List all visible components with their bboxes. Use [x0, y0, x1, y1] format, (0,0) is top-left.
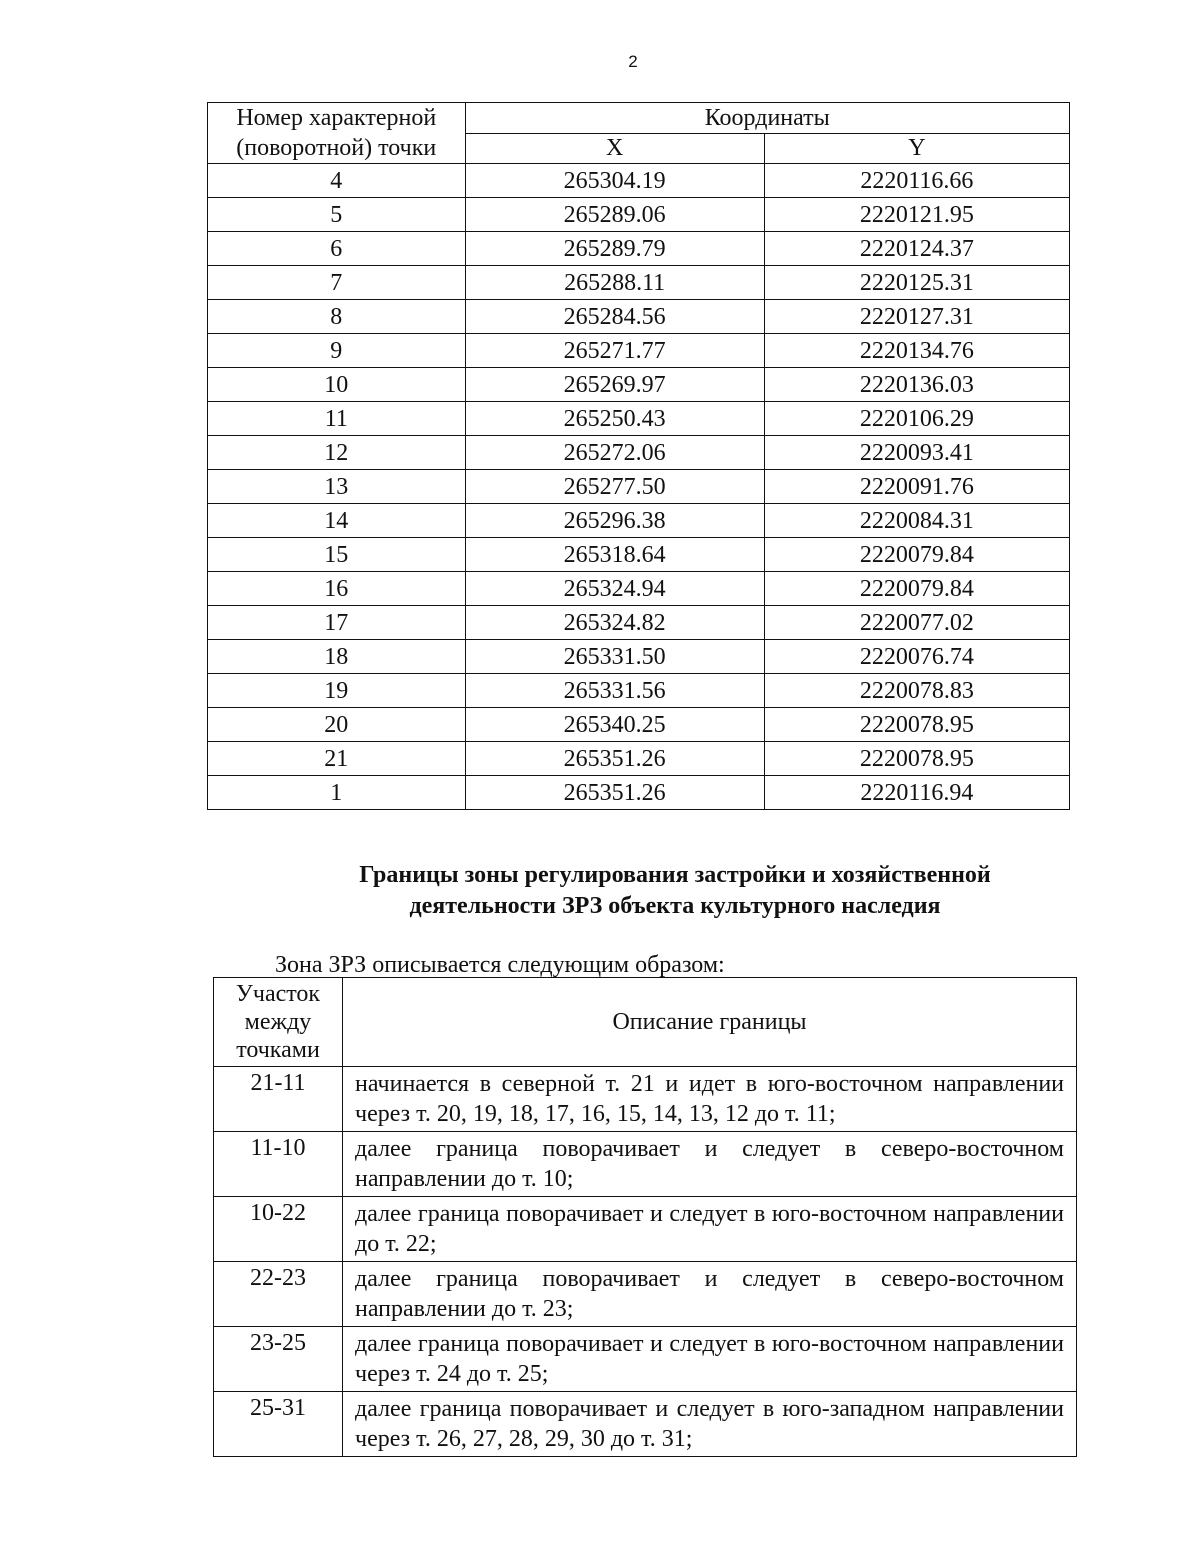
table-row	[208, 368, 1070, 402]
point-number-cell: 14	[208, 504, 466, 538]
y-coordinate-cell: 2220078.95	[764, 742, 1069, 776]
y-coordinate-cell: 2220125.31	[764, 266, 1069, 300]
table-row	[208, 232, 1070, 266]
y-coordinate-cell: 2220077.02	[764, 606, 1069, 640]
table-row	[208, 266, 1070, 300]
point-number-cell: 9	[208, 334, 466, 368]
point-number-cell: 6	[208, 232, 466, 266]
x-coordinate-cell: 265296.38	[465, 504, 764, 538]
x-coordinate-cell: 265324.82	[465, 606, 764, 640]
table-row	[208, 198, 1070, 232]
table-row	[208, 606, 1070, 640]
x-coordinate-cell: 265331.50	[465, 640, 764, 674]
description-header: Описание границы	[343, 978, 1077, 1067]
coordinates-table-body	[208, 164, 1070, 810]
table-row	[208, 538, 1070, 572]
point-number-cell: 21	[208, 742, 466, 776]
table-row	[208, 504, 1070, 538]
y-coordinate-cell: 2220084.31	[764, 504, 1069, 538]
point-number-cell: 20	[208, 708, 466, 742]
y-coordinate-cell: 2220079.84	[764, 538, 1069, 572]
x-coordinate-cell: 265277.50	[465, 470, 764, 504]
description-cell: далее граница поворачивает и следует в юго-западном направлении через т. 26, 27, 28, 29, 30 до т. 31;	[343, 1392, 1077, 1457]
x-coordinate-cell: 265289.06	[465, 198, 764, 232]
y-coordinate-cell: 2220134.76	[764, 334, 1069, 368]
point-number-cell: 10	[208, 368, 466, 402]
table-row	[208, 640, 1070, 674]
x-coordinate-cell: 265271.77	[465, 334, 764, 368]
point-number-cell: 8	[208, 300, 466, 334]
y-coordinate-cell: 2220116.66	[764, 164, 1069, 198]
y-coordinate-cell: 2220127.31	[764, 300, 1069, 334]
y-coordinate-cell: 2220121.95	[764, 198, 1069, 232]
description-cell: начинается в северной т. 21 и идет в юго-восточном направлении через т. 20, 19, 18, 17, 16, 15, 14, 13, 12 до т. 11;	[343, 1067, 1077, 1132]
table-row	[214, 1132, 1077, 1197]
zone-table-body	[214, 1067, 1077, 1457]
segment-cell: 25-31	[214, 1392, 343, 1457]
point-number-cell: 11	[208, 402, 466, 436]
y-header: Y	[764, 133, 1069, 164]
y-coordinate-cell: 2220106.29	[764, 402, 1069, 436]
table-row	[208, 402, 1070, 436]
x-coordinate-cell: 265351.26	[465, 742, 764, 776]
x-coordinate-cell: 265324.94	[465, 572, 764, 606]
table-row	[214, 1262, 1077, 1327]
point-number-cell: 7	[208, 266, 466, 300]
y-coordinate-cell: 2220078.83	[764, 674, 1069, 708]
x-coordinate-cell: 265351.26	[465, 776, 764, 810]
x-coordinate-cell: 265304.19	[465, 164, 764, 198]
point-number-cell: 19	[208, 674, 466, 708]
section-heading-line-2: деятельности ЗРЗ объекта культурного наследия	[409, 893, 941, 919]
y-coordinate-cell: 2220078.95	[764, 708, 1069, 742]
table-row	[208, 742, 1070, 776]
x-coordinate-cell: 265318.64	[465, 538, 764, 572]
x-coordinate-cell: 265331.56	[465, 674, 764, 708]
table-row	[208, 334, 1070, 368]
segment-cell: 11-10	[214, 1132, 343, 1197]
segment-cell: 10-22	[214, 1197, 343, 1262]
table-row	[208, 674, 1070, 708]
segment-cell: 22-23	[214, 1262, 343, 1327]
y-coordinate-cell: 2220136.03	[764, 368, 1069, 402]
x-coordinate-cell: 265289.79	[465, 232, 764, 266]
coordinates-header: Координаты	[465, 103, 1069, 134]
description-cell: далее граница поворачивает и следует в северо-восточном направлении до т. 23;	[343, 1262, 1077, 1327]
description-cell: далее граница поворачивает и следует в юго-восточном направлении до т. 22;	[343, 1197, 1077, 1262]
zone-intro-text: Зона ЗРЗ описывается следующим образом:	[275, 952, 725, 978]
table-row	[208, 300, 1070, 334]
table-row	[208, 436, 1070, 470]
point-number-cell: 4	[208, 164, 466, 198]
coordinates-table	[207, 102, 1070, 810]
description-cell: далее граница поворачивает и следует в северо-восточном направлении до т. 10;	[343, 1132, 1077, 1197]
table-row	[214, 1327, 1077, 1392]
point-number-cell: 18	[208, 640, 466, 674]
table-row	[214, 1392, 1077, 1457]
x-coordinate-cell: 265284.56	[465, 300, 764, 334]
table-row	[208, 708, 1070, 742]
segment-header: Участок между точками	[214, 978, 343, 1067]
segment-cell: 23-25	[214, 1327, 343, 1392]
point-number-cell: 5	[208, 198, 466, 232]
section-heading	[250, 860, 1100, 922]
page-number: 2	[628, 52, 638, 71]
zone-boundary-table	[213, 977, 1077, 1457]
y-coordinate-cell: 2220079.84	[764, 572, 1069, 606]
table-row	[208, 470, 1070, 504]
x-coordinate-cell: 265340.25	[465, 708, 764, 742]
point-number-cell: 12	[208, 436, 466, 470]
x-coordinate-cell: 265288.11	[465, 266, 764, 300]
y-coordinate-cell: 2220093.41	[764, 436, 1069, 470]
point-number-cell: 17	[208, 606, 466, 640]
table-row	[208, 776, 1070, 810]
point-number-cell: 15	[208, 538, 466, 572]
x-coordinate-cell: 265272.06	[465, 436, 764, 470]
point-number-cell: 13	[208, 470, 466, 504]
section-heading-line-1: Границы зоны регулирования застройки и хозяйственной	[359, 862, 991, 888]
table-row	[208, 572, 1070, 606]
x-coordinate-cell: 265269.97	[465, 368, 764, 402]
table-row	[214, 1197, 1077, 1262]
y-coordinate-cell: 2220124.37	[764, 232, 1069, 266]
y-coordinate-cell: 2220091.76	[764, 470, 1069, 504]
y-coordinate-cell: 2220076.74	[764, 640, 1069, 674]
segment-cell: 21-11	[214, 1067, 343, 1132]
description-cell: далее граница поворачивает и следует в юго-восточном направлении через т. 24 до т. 25;	[343, 1327, 1077, 1392]
y-coordinate-cell: 2220116.94	[764, 776, 1069, 810]
table-row	[208, 164, 1070, 198]
point-number-header: Номер характерной (поворотной) точки	[208, 103, 466, 164]
table-row	[214, 1067, 1077, 1132]
point-number-cell: 1	[208, 776, 466, 810]
x-header: X	[465, 133, 764, 164]
x-coordinate-cell: 265250.43	[465, 402, 764, 436]
point-number-cell: 16	[208, 572, 466, 606]
